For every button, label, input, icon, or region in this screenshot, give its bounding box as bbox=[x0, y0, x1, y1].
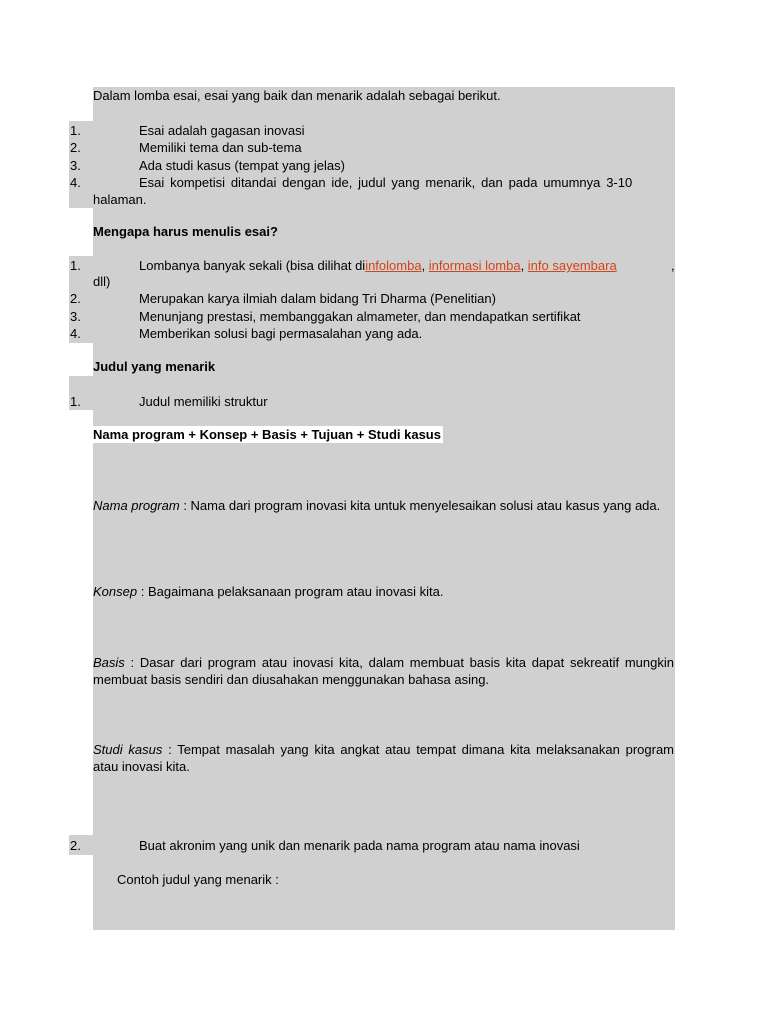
link-informasi-lomba[interactable]: informasi lomba bbox=[428, 258, 521, 273]
list2-number-1: 1. bbox=[70, 258, 81, 273]
list1-number-3: 3. bbox=[70, 158, 81, 173]
list2-item-1-trailing-comma: , bbox=[671, 258, 675, 273]
title-formula: Nama program + Konsep + Basis + Tujuan + Studi kasus bbox=[93, 427, 441, 442]
list3-item-1: Judul memiliki struktur bbox=[139, 394, 268, 409]
list1-item-4-continued: halaman. bbox=[93, 192, 147, 207]
definition-konsep bbox=[93, 583, 674, 600]
list1-number-2: 2. bbox=[70, 140, 81, 155]
list1-item-4: Esai kompetisi ditandai dengan ide, judul yang menarik, dan pada umumnya 3-10 bbox=[139, 175, 633, 190]
list2-item-2: Merupakan karya ilmiah dalam bidang Tri Dharma (Penelitian) bbox=[139, 291, 496, 306]
definition-nama-program-text: Nama dari program inovasi kita untuk menyelesaikan solusi atau kasus yang ada. bbox=[190, 498, 661, 513]
definition-basis bbox=[93, 654, 674, 688]
list1-number-1: 1. bbox=[70, 123, 81, 138]
list1-item-2: Memiliki tema dan sub-tema bbox=[139, 140, 302, 155]
list1-item-1: Esai adalah gagasan inovasi bbox=[139, 123, 305, 138]
list3-number-2: 2. bbox=[70, 838, 81, 853]
list2-number-4: 4. bbox=[70, 326, 81, 341]
link-separator: , bbox=[520, 258, 528, 273]
term-basis: Basis bbox=[93, 655, 125, 670]
heading-attractive-title: Judul yang menarik bbox=[93, 359, 216, 374]
term-studi-kasus: Studi kasus bbox=[93, 742, 163, 757]
definition-basis-text: Dasar dari program atau inovasi kita, dalam membuat basis kita dapat sekreatif mungkin membuat basis sendiri dan diusahakan menggunakan bahasa asing. bbox=[93, 655, 674, 687]
definition-separator: : bbox=[179, 498, 191, 513]
definition-separator: : bbox=[124, 655, 140, 670]
list3-number-1: 1. bbox=[70, 394, 81, 409]
definition-nama-program bbox=[93, 497, 674, 514]
list2-number-3: 3. bbox=[70, 309, 81, 324]
term-konsep: Konsep bbox=[93, 584, 138, 599]
definition-studi-kasus bbox=[93, 741, 674, 775]
list2-item-4: Memberikan solusi bagi permasalahan yang ada. bbox=[139, 326, 423, 341]
example-title-label: Contoh judul yang menarik : bbox=[117, 872, 279, 887]
list3-item-2: Buat akronim yang unik dan menarik pada nama program atau nama inovasi bbox=[139, 838, 580, 853]
list1-item-3: Ada studi kasus (tempat yang jelas) bbox=[139, 158, 345, 173]
list2-item-1 bbox=[139, 257, 617, 274]
list1-number-4: 4. bbox=[70, 175, 81, 190]
definition-konsep-text: Bagaimana pelaksanaan program atau inovasi kita. bbox=[147, 584, 444, 599]
definition-separator: : bbox=[162, 742, 178, 757]
list2-item-1-text: Lombanya banyak sekali (bisa dilihat di bbox=[139, 258, 366, 273]
link-infolomba[interactable]: infolomba bbox=[365, 258, 422, 273]
definition-separator: : bbox=[137, 584, 148, 599]
definition-studi-kasus-text: Tempat masalah yang kita angkat atau tempat dimana kita melaksanakan program atau inovasi kita. bbox=[93, 742, 675, 774]
list2-item-1-continued: dll) bbox=[93, 274, 111, 289]
intro-text: Dalam lomba esai, esai yang baik dan menarik adalah sebagai berikut. bbox=[93, 88, 501, 103]
link-info-sayembara[interactable]: info sayembara bbox=[527, 258, 617, 273]
term-nama-program: Nama program bbox=[93, 498, 180, 513]
list2-item-3: Menunjang prestasi, membanggakan almameter, dan mendapatkan sertifikat bbox=[139, 309, 581, 324]
link-separator: , bbox=[421, 258, 429, 273]
heading-why-write: Mengapa harus menulis esai? bbox=[93, 224, 278, 239]
list2-number-2: 2. bbox=[70, 291, 81, 306]
